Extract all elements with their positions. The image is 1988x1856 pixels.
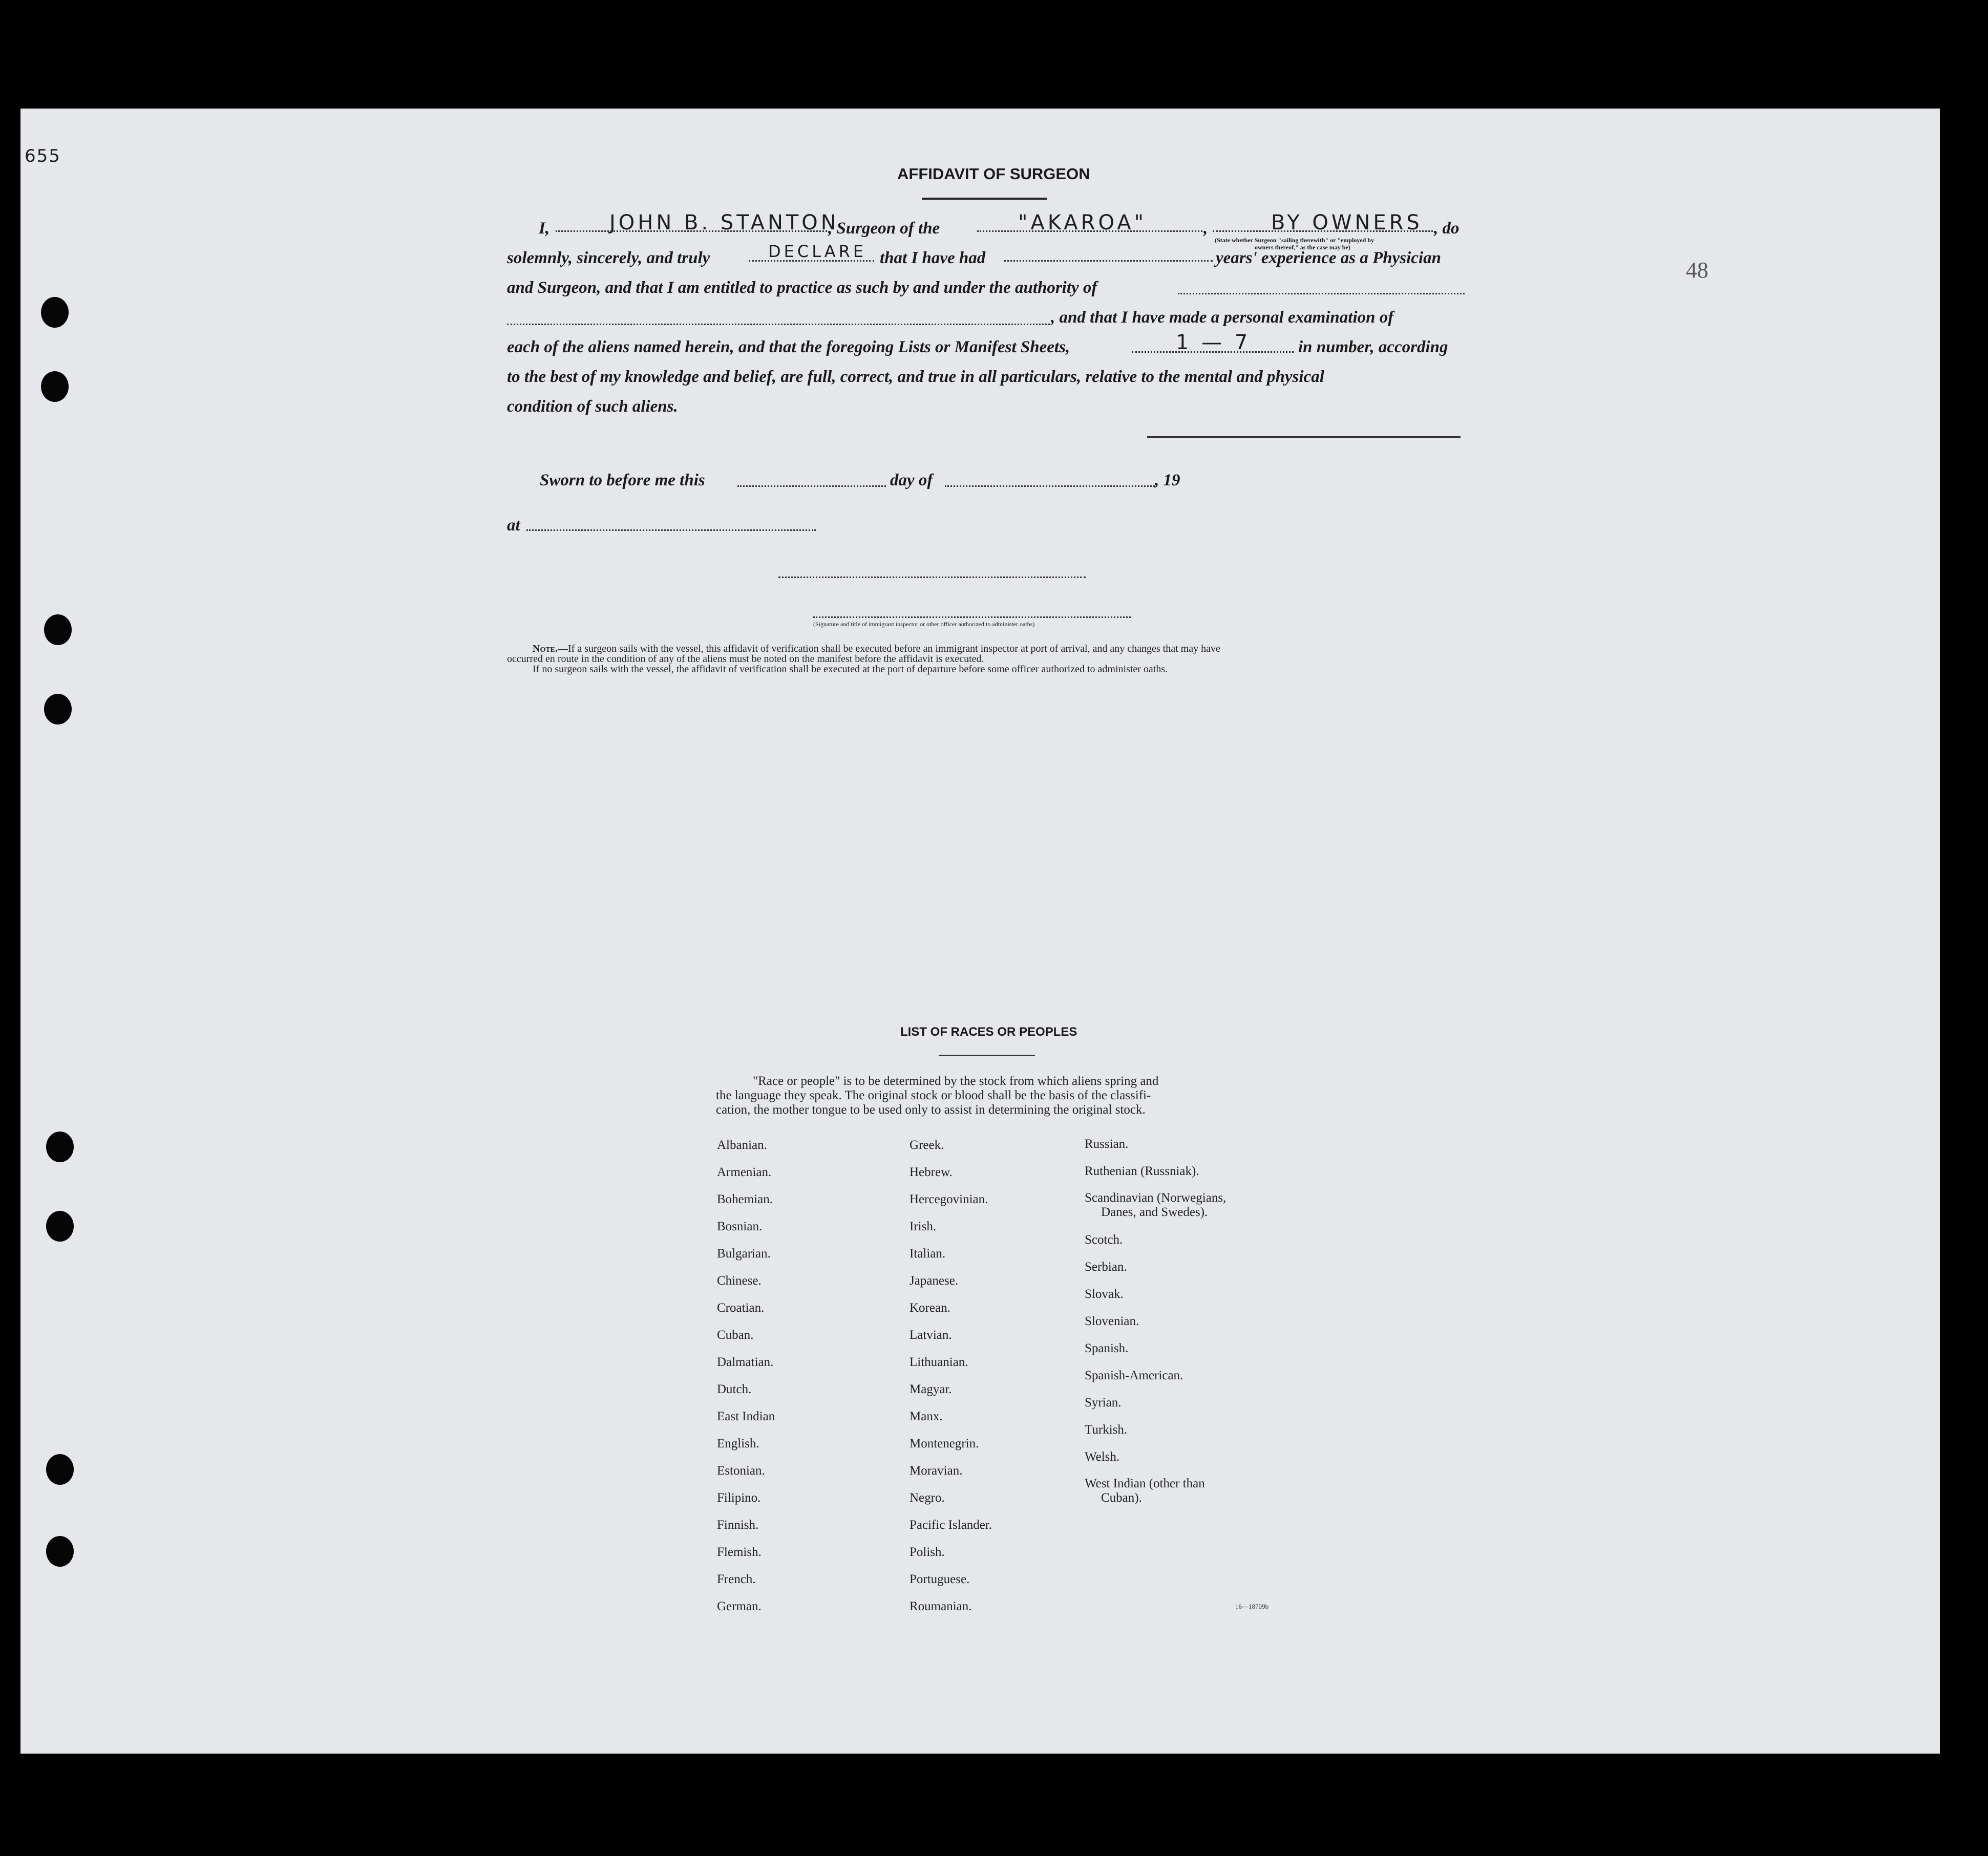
binder-hole	[46, 1454, 74, 1485]
race-item: Dutch.	[717, 1382, 752, 1396]
race-item: East Indian	[717, 1410, 775, 1423]
races-column-1	[717, 1132, 775, 1620]
race-item: Dalmatian.	[717, 1355, 774, 1369]
race-item: English.	[717, 1437, 759, 1450]
each-of-aliens-text: each of the aliens named herein, and that the foregoing Lists or Manifest Sheets,	[507, 338, 1070, 356]
race-item: Polish.	[910, 1545, 945, 1559]
race-item: Scotch.	[1085, 1233, 1123, 1247]
at-label: at	[507, 516, 520, 535]
i-label: I,	[539, 219, 550, 238]
races-column-3	[1085, 1130, 1226, 1505]
page-number: 48	[1686, 258, 1708, 283]
races-rule	[939, 1055, 1035, 1056]
race-item: Slovak.	[1085, 1287, 1124, 1301]
races-intro-3: cation, the mother tongue to be used only to assist in determining the original stock.	[716, 1103, 1146, 1117]
race-item: Latvian.	[910, 1328, 952, 1342]
best-knowledge-text: to the best of my knowledge and belief, are full, correct, and true in all particulars, relative to the mental and physical	[507, 368, 1324, 386]
employ-note-1: (State whether Surgeon "sailing therewith" or "employed by	[1215, 237, 1374, 244]
year-text: , 19	[1155, 471, 1180, 489]
race-item: Turkish.	[1085, 1423, 1128, 1437]
form-number: 16—18709b	[1235, 1603, 1268, 1610]
race-item: Irish.	[910, 1220, 937, 1233]
race-item: Flemish.	[717, 1545, 762, 1559]
binder-hole	[44, 694, 72, 724]
race-item: Montenegrin.	[910, 1437, 979, 1450]
race-item: Welsh.	[1085, 1450, 1120, 1464]
margin-mark: 655	[25, 146, 61, 166]
binder-hole	[46, 1211, 74, 1242]
race-item: Filipino.	[717, 1491, 761, 1505]
race-item: Roumanian.	[910, 1599, 972, 1613]
note-text-1: —If a surgeon sails with the vessel, this affidavit of verification shall be executed before an immigrant inspector at port of arrival, and any changes that may have	[558, 643, 1220, 654]
race-item: Finnish.	[717, 1518, 759, 1532]
years-line	[1004, 239, 1213, 262]
race-item: Lithuanian.	[910, 1355, 968, 1369]
race-item: Moravian.	[910, 1464, 963, 1478]
comma: ,	[1203, 219, 1208, 238]
sheet-count: 1 — 7	[1176, 331, 1251, 354]
race-item: Pacific Islander.	[910, 1518, 992, 1532]
surgeon-name: JOHN B. STANTON	[609, 211, 839, 234]
note-line-3: If no surgeon sails with the vessel, the affidavit of verification shall be executed at the port of departure before some officer authorized to administer oaths.	[533, 664, 1168, 675]
condition-text: condition of such aliens.	[507, 397, 678, 416]
race-item: Portuguese.	[910, 1572, 970, 1586]
race-item: Syrian.	[1085, 1396, 1122, 1410]
binder-hole	[46, 1132, 74, 1162]
do-label: , do	[1434, 219, 1460, 238]
race-item: Hebrew.	[910, 1165, 953, 1179]
solemnly-text: solemnly, sincerely, and truly	[507, 249, 710, 267]
authority-line-2	[507, 302, 1050, 325]
employed-by: BY OWNERS	[1271, 211, 1423, 234]
race-item: Danes, and Swedes).	[1101, 1205, 1208, 1219]
title-rule	[922, 198, 1047, 200]
note-line-2: occurred en route in the condition of any of the aliens must be noted on the manifest before the affidavit is executed.	[507, 653, 984, 665]
race-item: Albanian.	[717, 1138, 767, 1152]
vessel-name: "AKAROA"	[1018, 211, 1147, 234]
race-item: Croatian.	[717, 1301, 765, 1315]
race-item: Spanish-American.	[1085, 1369, 1183, 1382]
employ-note-2: owners thereof," as the case may be)	[1255, 244, 1350, 251]
race-item: Chinese.	[717, 1274, 762, 1288]
race-item: Japanese.	[910, 1274, 959, 1288]
race-item: Estonian.	[717, 1464, 765, 1478]
personal-exam-text: , and that I have made a personal examination of	[1051, 308, 1394, 327]
month-line	[945, 464, 1155, 487]
races-intro-1: "Race or people" is to be determined by the stock from which aliens spring and	[753, 1074, 1159, 1088]
and-surgeon-text: and Surgeon, and that I am entitled to practice as such by and under the authority of	[507, 279, 1097, 297]
race-item: Bulgarian.	[717, 1247, 771, 1261]
race-item: Bohemian.	[717, 1192, 773, 1206]
race-item: Serbian.	[1085, 1260, 1127, 1274]
sworn-text: Sworn to before me this	[540, 471, 705, 489]
race-item: Greek.	[910, 1138, 944, 1152]
race-item: Bosnian.	[717, 1220, 763, 1233]
years-experience: years' experience as a Physician	[1216, 249, 1441, 267]
race-item: Negro.	[910, 1491, 945, 1505]
races-intro-2: the language they speak. The original stock or blood shall be the basis of the classifi-	[716, 1089, 1151, 1102]
race-item: Italian.	[910, 1247, 946, 1261]
surgeon-signature-line	[1147, 436, 1461, 438]
signature-caption: (Signature and title of immigrant inspector or other officer authorized to administer oaths)	[813, 621, 1035, 628]
note-label: Note.	[533, 643, 558, 654]
races-column-2	[910, 1132, 992, 1620]
race-item: Russian.	[1085, 1137, 1129, 1151]
place-line	[526, 508, 816, 531]
race-item: Cuban).	[1101, 1491, 1142, 1505]
race-item: West Indian (other than	[1085, 1477, 1205, 1490]
race-item: Manx.	[910, 1410, 943, 1423]
races-title: LIST OF RACES OR PEOPLES	[900, 1025, 1077, 1039]
day-of-text: day of	[890, 471, 933, 489]
binder-hole	[41, 297, 69, 328]
race-item: German.	[717, 1599, 762, 1613]
race-item: Cuban.	[717, 1328, 754, 1342]
declare-word: DECLARE	[768, 242, 867, 261]
race-item: Scandinavian (Norwegians,	[1085, 1191, 1226, 1205]
in-number-text: in number, according	[1298, 338, 1448, 356]
binder-hole	[44, 614, 72, 645]
binder-hole	[41, 371, 69, 402]
authority-line	[1178, 271, 1465, 294]
seal-line	[778, 555, 1086, 578]
day-line	[737, 464, 886, 487]
race-item: Spanish.	[1085, 1341, 1129, 1355]
that-i-have-had: that I have had	[880, 249, 986, 267]
affidavit-title: AFFIDAVIT OF SURGEON	[897, 165, 1090, 183]
race-item: Armenian.	[717, 1165, 772, 1179]
race-item: Ruthenian (Russniak).	[1085, 1164, 1199, 1178]
race-item: Slovenian.	[1085, 1314, 1139, 1328]
race-item: Hercegovinian.	[910, 1192, 988, 1206]
binder-hole	[46, 1536, 74, 1567]
race-item: Korean.	[910, 1301, 950, 1315]
race-item: French.	[717, 1572, 756, 1586]
surgeon-of-label: , Surgeon of the	[828, 219, 940, 238]
officer-signature-line	[813, 607, 1131, 618]
race-item: Magyar.	[910, 1382, 952, 1396]
